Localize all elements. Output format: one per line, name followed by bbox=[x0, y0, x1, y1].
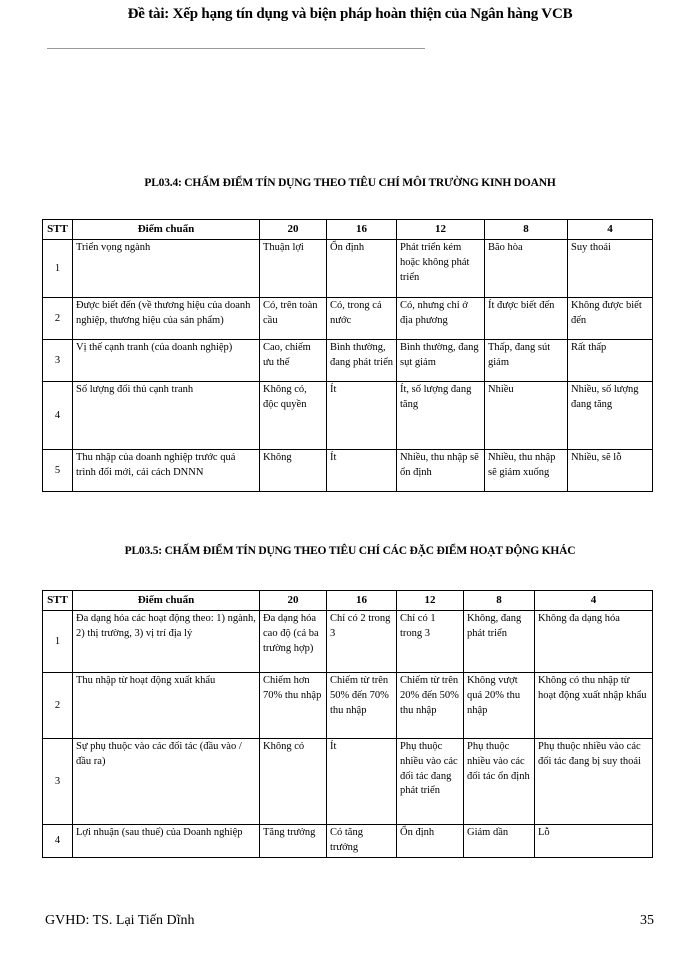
table-row bbox=[43, 340, 653, 382]
column-header-score-16: 16 bbox=[327, 591, 397, 611]
score-20-cell: Chiếm hơn 70% thu nhập bbox=[260, 673, 327, 739]
criteria-cell: Triển vọng ngành bbox=[73, 240, 260, 298]
score-8-cell: Không vượt quá 20% thu nhập bbox=[464, 673, 535, 739]
score-16-cell: Ổn định bbox=[327, 240, 397, 298]
score-8-cell: Phụ thuộc nhiều vào các đối tác ổn định bbox=[464, 739, 535, 825]
criteria-cell: Lợi nhuận (sau thuế) của Doanh nghiệp bbox=[73, 825, 260, 857]
column-header-stt: STT bbox=[43, 591, 73, 611]
score-4-cell: Nhiều, sẽ lỗ bbox=[568, 450, 653, 492]
score-8-cell: Ít được biết đến bbox=[485, 298, 568, 340]
table-row bbox=[43, 611, 653, 673]
score-20-cell: Đa dạng hóa cao độ (cả ba trường hợp) bbox=[260, 611, 327, 673]
column-header-stt: STT bbox=[43, 220, 73, 240]
score-12-cell: Ổn định bbox=[397, 825, 464, 857]
score-12-cell: Chỉ có 1 trong 3 bbox=[397, 611, 464, 673]
column-header-score-12: 12 bbox=[397, 591, 464, 611]
row-number: 5 bbox=[43, 450, 73, 492]
column-header-score-20: 20 bbox=[260, 220, 327, 240]
table-header-row bbox=[43, 220, 653, 240]
table2-title: PL03.5: CHẤM ĐIỂM TÍN DỤNG THEO TIÊU CHÍ CÁC ĐẶC ĐIỂM HOẠT ĐỘNG KHÁC bbox=[124, 545, 576, 557]
table-row bbox=[43, 673, 653, 739]
row-number: 2 bbox=[43, 298, 73, 340]
score-12-cell: Ít, số lượng đang tăng bbox=[397, 382, 485, 450]
column-header-criteria: Điểm chuẩn bbox=[73, 591, 260, 611]
score-16-cell: Ít bbox=[327, 450, 397, 492]
row-number: 4 bbox=[43, 382, 73, 450]
table-row bbox=[43, 450, 653, 492]
table1-title: PL03.4: CHẤM ĐIỂM TÍN DỤNG THEO TIÊU CHÍ MÔI TRƯỜNG KINH DOANH bbox=[144, 177, 556, 189]
score-4-cell: Không có thu nhập từ hoạt động xuất nhập khẩu bbox=[535, 673, 653, 739]
score-12-cell: Có, nhưng chỉ ở địa phương bbox=[397, 298, 485, 340]
credit-score-table-business-environment bbox=[42, 219, 653, 492]
criteria-cell: Số lượng đối thủ cạnh tranh bbox=[73, 382, 260, 450]
score-4-cell: Rất thấp bbox=[568, 340, 653, 382]
criteria-cell: Sự phụ thuộc vào các đối tác (đầu vào / đầu ra) bbox=[73, 739, 260, 825]
row-number: 3 bbox=[43, 340, 73, 382]
row-number: 3 bbox=[43, 739, 73, 825]
table-row bbox=[43, 825, 653, 857]
score-4-cell: Không được biết đến bbox=[568, 298, 653, 340]
footer-advisor: GVHD: TS. Lại Tiến Dĩnh bbox=[45, 913, 195, 928]
score-16-cell: Ít bbox=[327, 739, 397, 825]
score-12-cell: Chiếm từ trên 20% đến 50% thu nhập bbox=[397, 673, 464, 739]
column-header-score-4: 4 bbox=[535, 591, 653, 611]
score-8-cell: Nhiều bbox=[485, 382, 568, 450]
score-12-cell: Phụ thuộc nhiều vào các đối tác đang phát triển bbox=[397, 739, 464, 825]
column-header-score-20: 20 bbox=[260, 591, 327, 611]
table-row bbox=[43, 739, 653, 825]
column-header-score-16: 16 bbox=[327, 220, 397, 240]
score-8-cell: Bão hòa bbox=[485, 240, 568, 298]
score-20-cell: Có, trên toàn cầu bbox=[260, 298, 327, 340]
score-20-cell: Thuận lợi bbox=[260, 240, 327, 298]
criteria-cell: Thu nhập của doanh nghiệp trước quá trình đổi mới, cải cách DNNN bbox=[73, 450, 260, 492]
score-4-cell: Suy thoái bbox=[568, 240, 653, 298]
row-number: 4 bbox=[43, 825, 73, 857]
score-16-cell: Ít bbox=[327, 382, 397, 450]
table-row bbox=[43, 298, 653, 340]
footer-page-number: 35 bbox=[640, 913, 654, 928]
score-12-cell: Nhiều, thu nhập sẽ ổn định bbox=[397, 450, 485, 492]
header-divider bbox=[47, 48, 425, 49]
criteria-cell: Vị thế cạnh tranh (của doanh nghiệp) bbox=[73, 340, 260, 382]
score-20-cell: Tăng trưởng bbox=[260, 825, 327, 857]
score-12-cell: Phát triển kém hoặc không phát triển bbox=[397, 240, 485, 298]
table-header-row bbox=[43, 591, 653, 611]
criteria-cell: Thu nhập từ hoạt động xuất khẩu bbox=[73, 673, 260, 739]
row-number: 1 bbox=[43, 240, 73, 298]
score-4-cell: Phụ thuộc nhiều vào các đối tác đang bị suy thoái bbox=[535, 739, 653, 825]
score-20-cell: Không bbox=[260, 450, 327, 492]
criteria-cell: Đa dạng hóa các hoạt động theo: 1) ngành, 2) thị trường, 3) vị trí địa lý bbox=[73, 611, 260, 673]
score-4-cell: Không đa dạng hóa bbox=[535, 611, 653, 673]
score-16-cell: Có, trong cả nước bbox=[327, 298, 397, 340]
score-4-cell: Nhiều, số lượng đang tăng bbox=[568, 382, 653, 450]
score-20-cell: Không có bbox=[260, 739, 327, 825]
score-20-cell: Không có, độc quyền bbox=[260, 382, 327, 450]
score-8-cell: Thấp, đang sút giảm bbox=[485, 340, 568, 382]
score-8-cell: Nhiều, thu nhập sẽ giảm xuống bbox=[485, 450, 568, 492]
criteria-cell: Được biết đến (về thương hiệu của doanh nghiệp, thương hiệu của sản phẩm) bbox=[73, 298, 260, 340]
column-header-score-4: 4 bbox=[568, 220, 653, 240]
score-4-cell: Lỗ bbox=[535, 825, 653, 857]
score-16-cell: Chỉ có 2 trong 3 bbox=[327, 611, 397, 673]
score-16-cell: Có tăng trưởng bbox=[327, 825, 397, 857]
table-row bbox=[43, 382, 653, 450]
row-number: 1 bbox=[43, 611, 73, 673]
score-20-cell: Cao, chiếm ưu thế bbox=[260, 340, 327, 382]
column-header-score-8: 8 bbox=[464, 591, 535, 611]
column-header-criteria: Điểm chuẩn bbox=[73, 220, 260, 240]
score-12-cell: Bình thường, đang sụt giảm bbox=[397, 340, 485, 382]
credit-score-table-other-activities bbox=[42, 590, 653, 858]
score-8-cell: Không, đang phát triển bbox=[464, 611, 535, 673]
document-header-title: Đề tài: Xếp hạng tín dụng và biện pháp hoàn thiện của Ngân hàng VCB bbox=[127, 6, 573, 22]
score-16-cell: Bình thường, đang phát triển bbox=[327, 340, 397, 382]
column-header-score-12: 12 bbox=[397, 220, 485, 240]
score-16-cell: Chiếm từ trên 50% đến 70% thu nhập bbox=[327, 673, 397, 739]
column-header-score-8: 8 bbox=[485, 220, 568, 240]
row-number: 2 bbox=[43, 673, 73, 739]
table-row bbox=[43, 240, 653, 298]
score-8-cell: Giảm dần bbox=[464, 825, 535, 857]
